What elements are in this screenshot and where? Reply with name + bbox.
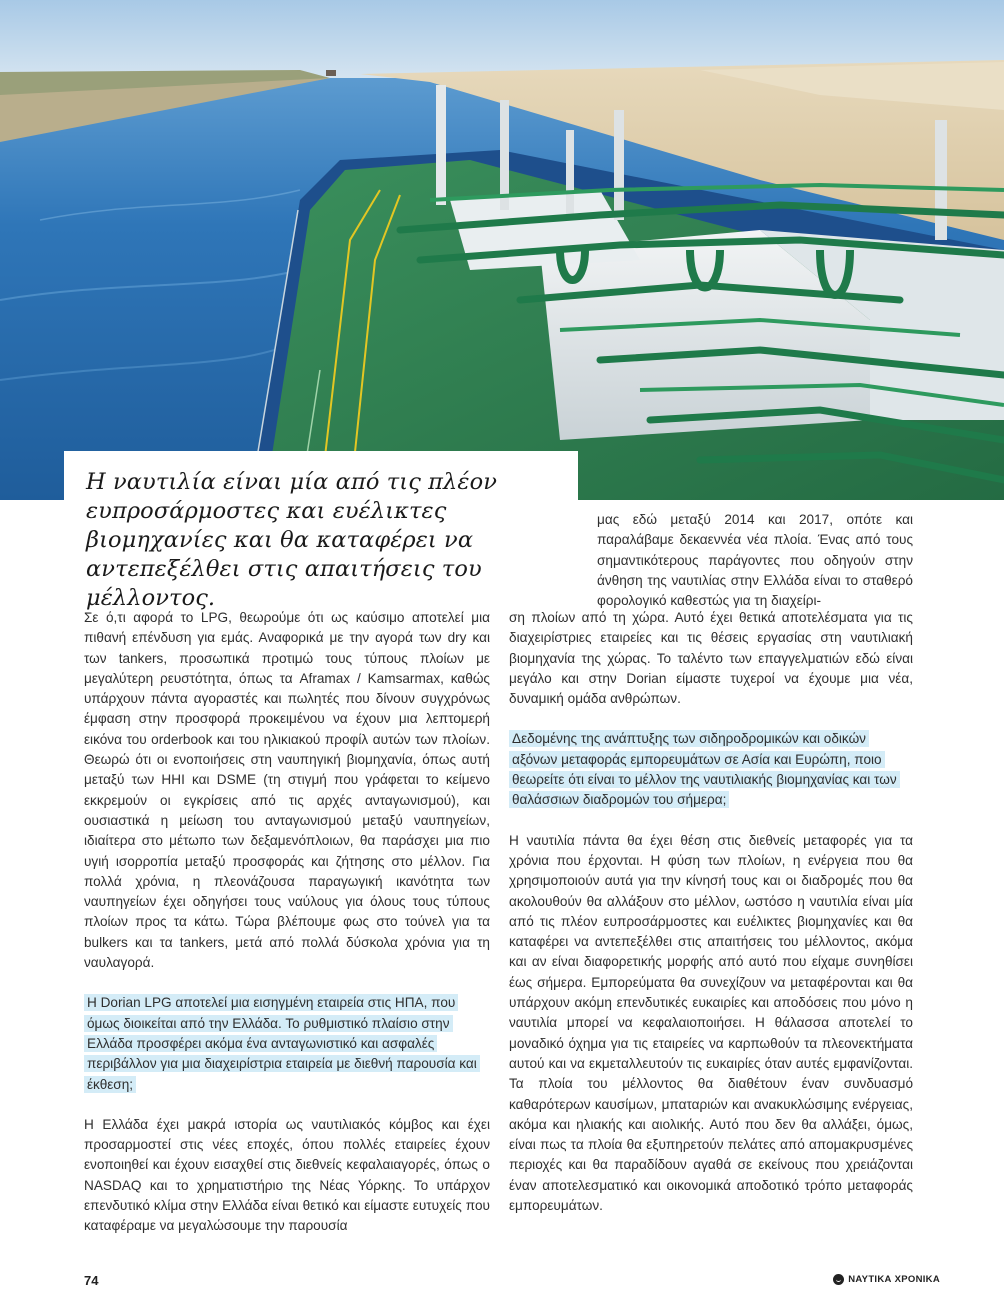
page-number: 74 (84, 1273, 99, 1288)
pull-quote: Η ναυτιλία είναι μία από τις πλέον ευπροσάρμοστες και ευέλικτες βιομηχανίες και θα καταφέρει να αντεπεξέλθει στις απαιτήσεις του μέλλοντος. (86, 469, 498, 611)
right-column (509, 608, 913, 1216)
highlighted-question-text: Η Dorian LPG αποτελεί μια εισηγμένη εταιρεία στις ΗΠΑ, που όμως διοικείται από την Ελλάδα. Το ρυθμιστικό πλαίσιο στην Ελλάδα προσφέρει ακόμα ένα ανταγωνιστικό και ασφαλές περιβάλλον για μια διαχειρίστρια εταιρεία με διεθνή παρουσία και έκθεση; (84, 994, 480, 1092)
left-paragraph-1: Σε ό,τι αφορά το LPG, θεωρούμε ότι ως καύσιμο αποτελεί μια πιθανή επένδυση για εμάς. Αναφορικά με την αγορά των dry και των tankers, προσωπικά προτιμώ τους τύπους πλοίων με μεγαλύτερη ρευστότητα, όπως τα Aframax / Kamsarmax, καθώς υπάρχουν πάντα αγοραστές και πωλητές που δίνουν συγχρόνως έμφαση στην προσφορά προκειμένου να έχουν μια λεπτομερή εικόνα του orderbook και του ηλικιακού προφίλ αυτών των πλοίων. Θεωρώ ότι οι ενοποιήσεις στη ναυπηγική βιομηχανία, όπως αυτή μεταξύ των HHI και DSME (τη στιγμή που γράφεται το κείμενο εκκρεμούν οι εγκρίσεις από τις αρχές ανταγωνισμού), και ουσιαστικά η μείωση του ανταγωνισμού μεταξύ ναυπηγείων, ιδιαίτερα στο μέτωπο των δεξαμενόπλοιων, θα παράσχει μια πιο υγιή ισορροπία μεταξύ προσφοράς και ζήτησης στο μέλλον. Για πολλά χρόνια, η πλεονάζουσα παραγωγική ικανότητα των ναυπηγείων έχει οδηγήσει τους ναύλους για όλους τους τύπους πλοίων προς τα κάτω. Τώρα βλέπουμε φως στο τούνελ για τα bulkers και τα tankers, μετά από πολλά δύσκολα χρόνια για τη ναυλαγορά. (84, 610, 490, 971)
hero-photo (0, 0, 1004, 500)
right-paragraph-1: ση πλοίων από τη χώρα. Αυτό έχει θετικά αποτελέσματα για τις διαχειρίστριες εταιρείες και τις θέσεις εργασίας στη ναυτιλιακή βιομηχανία της χώρας. Το ταλέντο των επαγγελματιών εδώ είναι μεγάλο και στην Dorian είμαστε τυχεροί να έχουμε μια νέα, δυναμική ομάδα ανθρώπων. (509, 610, 913, 707)
highlighted-question-text: Δεδομένης της ανάπτυξης των σιδηροδρομικών και οδικών αξόνων μεταφοράς εμπορευμάτων σε Ασία και Ευρώπη, ποιο θεωρείτε ότι είναι το μέλλον της ναυτιλιακής βιομηχανίας και των θαλάσσιων διαδρομών του σήμερα; (509, 730, 900, 808)
right-paragraph-2: Η ναυτιλία πάντα θα έχει θέση στις διεθνείς μεταφορές για τα χρόνια που έρχονται. Η φύση των πλοίων, η ενέργεια που θα χρησιμοποιούν αυτά για την κίνησή τους και οι διαδρομές που θα ακολουθούν θα αλλάξουν στο μέλλον, ωστόσο η ναυτιλία είναι μία από τις πλέον ευπροσάρμοστες και ευέλικτες βιομηχανίες και θα καταφέρει να αντεπεξέλθει στις απαιτήσεις του μέλλοντος, ακόμα και αν είναι διαφορετικής μορφής από αυτό που είχαμε συνηθίσει έως σήμερα. Εμπορεύματα θα συνεχίζουν να μεταφέρονται και θα υπάρχουν ακόμη επενδυτικές ευκαιρίες και αποδόσεις που μόνο η ναυτιλία μπορεί να κεφαλαιοποιήσει. Η θάλασσα αποτελεί το μοναδικό όχημα για τις εταιρείες να καρπωθούν τα πλεονεκτήματα αυτού και να εκμεταλλευτούν τις ευκαιρίες όταν αυτές εμφανίζονται. Τα πλοία του μέλλοντος θα διαθέτουν έναν συνδυασμό καθαρότερων καυσίμων, μπαταριών και ανακυκλώσιμης ενέργειας, ακόμα και ηλιακής και αιολικής. Αυτό που δεν θα αλλάξει, όμως, είναι πως τα πλοία θα εξυπηρετούν πελάτες από απομακρυσμένες περιοχές και θα παραδίδουν αγαθά σε εκείνους που χρειάζονται έναν αποτελεσματικό και οικονομικά αποδοτικό τρόπο μεταφοράς εμπορευμάτων. (509, 832, 913, 1214)
left-paragraph-2: Η Ελλάδα έχει μακρά ιστορία ως ναυτιλιακός κόμβος και έχει προσαρμοστεί στις νέες εποχές, όπου πολλές εταιρείες έχουν ενοποιηθεί και έχουν εισαχθεί στις διεθνείς κεφαλαιαγορές, όπως ο NASDAQ και το χρηματιστήριο της Νέας Υόρκης. Το υπάρχον επενδυτικό κλίμα στην Ελλάδα είναι θετικό και είμαστε ευτυχείς που καταφέραμε να μεγαλώσουμε την παρουσία (84, 1116, 490, 1234)
ship-logo-icon (833, 1274, 844, 1285)
interview-question-2 (509, 729, 913, 810)
publication-name: ΝΑΥΤΙΚΑ ΧΡΟΝΙΚΑ (848, 1274, 940, 1285)
interview-question-1 (84, 993, 490, 1094)
right-column-top (597, 510, 913, 611)
left-column (84, 608, 490, 1237)
publication-brand (833, 1274, 940, 1285)
right-paragraph-1-top: μας εδώ μεταξύ 2014 και 2017, οπότε και παραλάβαμε δεκαεννέα νέα πλοία. Ένας από τους σημαντικότερους παράγοντες που οδηγούν στην άνθηση της ναυτιλίας στην Ελλάδα είναι το σταθερό φορολογικό καθεστώς για τη διαχείρι- (597, 512, 913, 609)
tanker-illustration (0, 0, 1004, 500)
